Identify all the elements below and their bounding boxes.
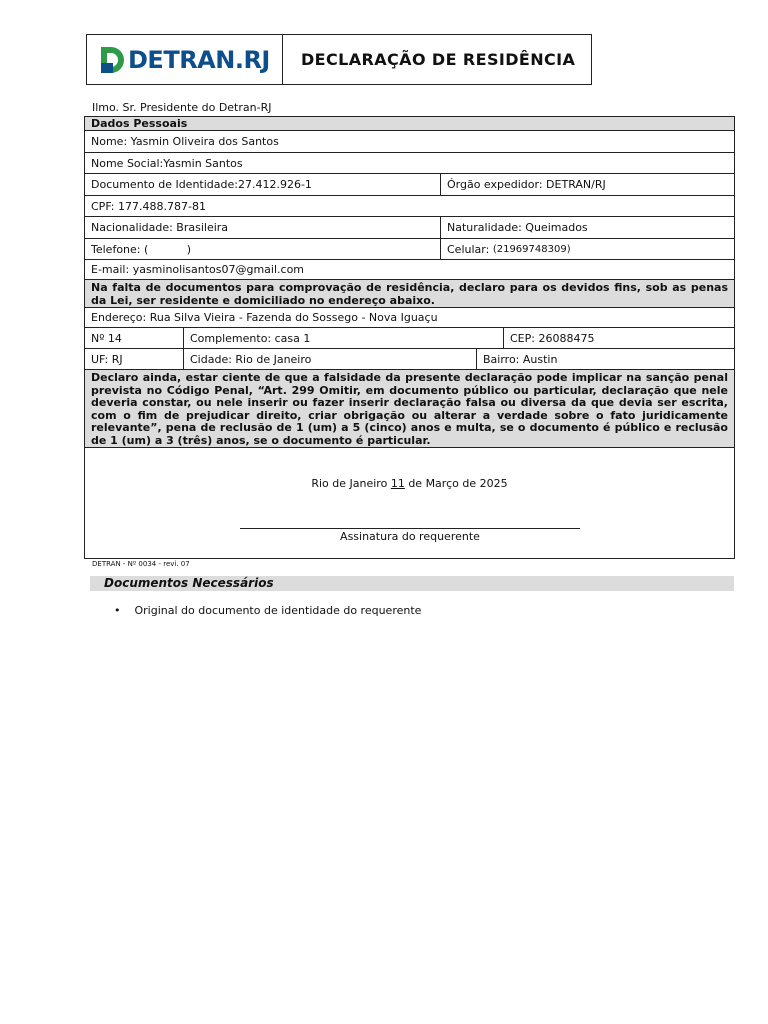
naturalidade-field: Naturalidade: Queimados bbox=[440, 217, 734, 238]
celular-field bbox=[440, 239, 734, 259]
numero-field: Nº 14 bbox=[91, 331, 122, 345]
endereco-field: Endereço: Rua Silva Vieira - Fazenda do Sossego - Nova Iguaçu bbox=[91, 311, 438, 324]
row-nome-social bbox=[85, 153, 734, 174]
header bbox=[86, 34, 592, 85]
row-numero bbox=[85, 328, 734, 349]
celular-value: (21969748309) bbox=[492, 243, 571, 255]
bairro-field: Bairro: Austin bbox=[476, 349, 734, 369]
detran-logo bbox=[87, 35, 283, 84]
telefone-field: Telefone: ( ) bbox=[91, 242, 192, 256]
nome-field: Nome: Yasmin Oliveira dos Santos bbox=[91, 135, 279, 148]
logo-text: DETRAN.RJ bbox=[128, 45, 270, 74]
documento-field: Documento de Identidade:27.412.926-1 bbox=[91, 178, 312, 191]
uf-field: UF: RJ bbox=[91, 352, 123, 366]
cep-field: CEP: 26088475 bbox=[503, 328, 734, 348]
salutation: Ilmo. Sr. Presidente do Detran-RJ bbox=[92, 101, 272, 114]
celular-label: Celular: bbox=[447, 242, 490, 256]
nome-social-field: Nome Social:Yasmin Santos bbox=[91, 156, 243, 170]
detran-logo-icon bbox=[99, 45, 125, 75]
email-field: E-mail: yasminolisantos07@gmail.com bbox=[91, 263, 305, 276]
cpf-field: CPF: 177.488.787-81 bbox=[91, 199, 206, 213]
nacionalidade-field: Nacionalidade: Brasileira bbox=[91, 221, 229, 234]
date-line: Rio de Janeiro 11 de Março de 2025 bbox=[311, 477, 508, 490]
row-cpf bbox=[85, 196, 734, 217]
row-email bbox=[85, 260, 734, 280]
row-nome bbox=[85, 131, 734, 153]
page-title: DECLARAÇÃO DE RESIDÊNCIA bbox=[301, 50, 576, 69]
row-nacionalidade bbox=[85, 217, 734, 239]
row-endereco bbox=[85, 308, 734, 328]
row-declaration-2 bbox=[85, 370, 734, 448]
list-item: • Original do documento de identidade do requerente bbox=[114, 604, 422, 617]
docs-list bbox=[114, 604, 421, 617]
complemento-field: Complemento: casa 1 bbox=[183, 328, 503, 348]
signature-line bbox=[240, 528, 580, 529]
date-day: 11 bbox=[390, 477, 405, 490]
cidade-field: Cidade: Rio de Janeiro bbox=[183, 349, 476, 369]
declaration-text-1: Na falta de documentos para comprovação de residência, declaro para os devidos fins, sob as penas da Lei, ser residente e domiciliado no endereço abaixo. bbox=[91, 281, 728, 307]
docs-section-title: Documentos Necessários bbox=[90, 576, 734, 591]
declaration-form bbox=[84, 116, 735, 559]
row-declaration-1 bbox=[85, 280, 734, 308]
section-header-personal: Dados Pessoais bbox=[85, 117, 734, 131]
declaration-text-2: Declaro ainda, estar ciente de que a falsidade da presente declaração pode implicar na sanção penal prevista no Código Penal, “Art. 299 Omitir, em documento público ou particular, declaração que nele deveria constar, ou nele inserir ou fazer inserir declaração falsa ou diversa da que devia ser escrita, com o fim de prejudicar direito, criar obrigação ou alterar a verdade sobre o fato juridicamente relevante”, pena de reclusão de 1 (um) a 5 (cinco) anos e multa, se o documento é público e reclusão de 1 (um) a 3 (três) anos, se o documento é particular. bbox=[91, 371, 728, 447]
orgao-field: Órgão expedidor: DETRAN/RJ bbox=[440, 174, 734, 195]
row-telefone bbox=[85, 239, 734, 260]
bullet-icon: • bbox=[114, 604, 121, 617]
form-code: DETRAN - Nº 0034 - revi. 07 bbox=[92, 560, 190, 568]
row-uf bbox=[85, 349, 734, 370]
row-documento bbox=[85, 174, 734, 196]
signature-label: Assinatura do requerente bbox=[340, 530, 480, 543]
